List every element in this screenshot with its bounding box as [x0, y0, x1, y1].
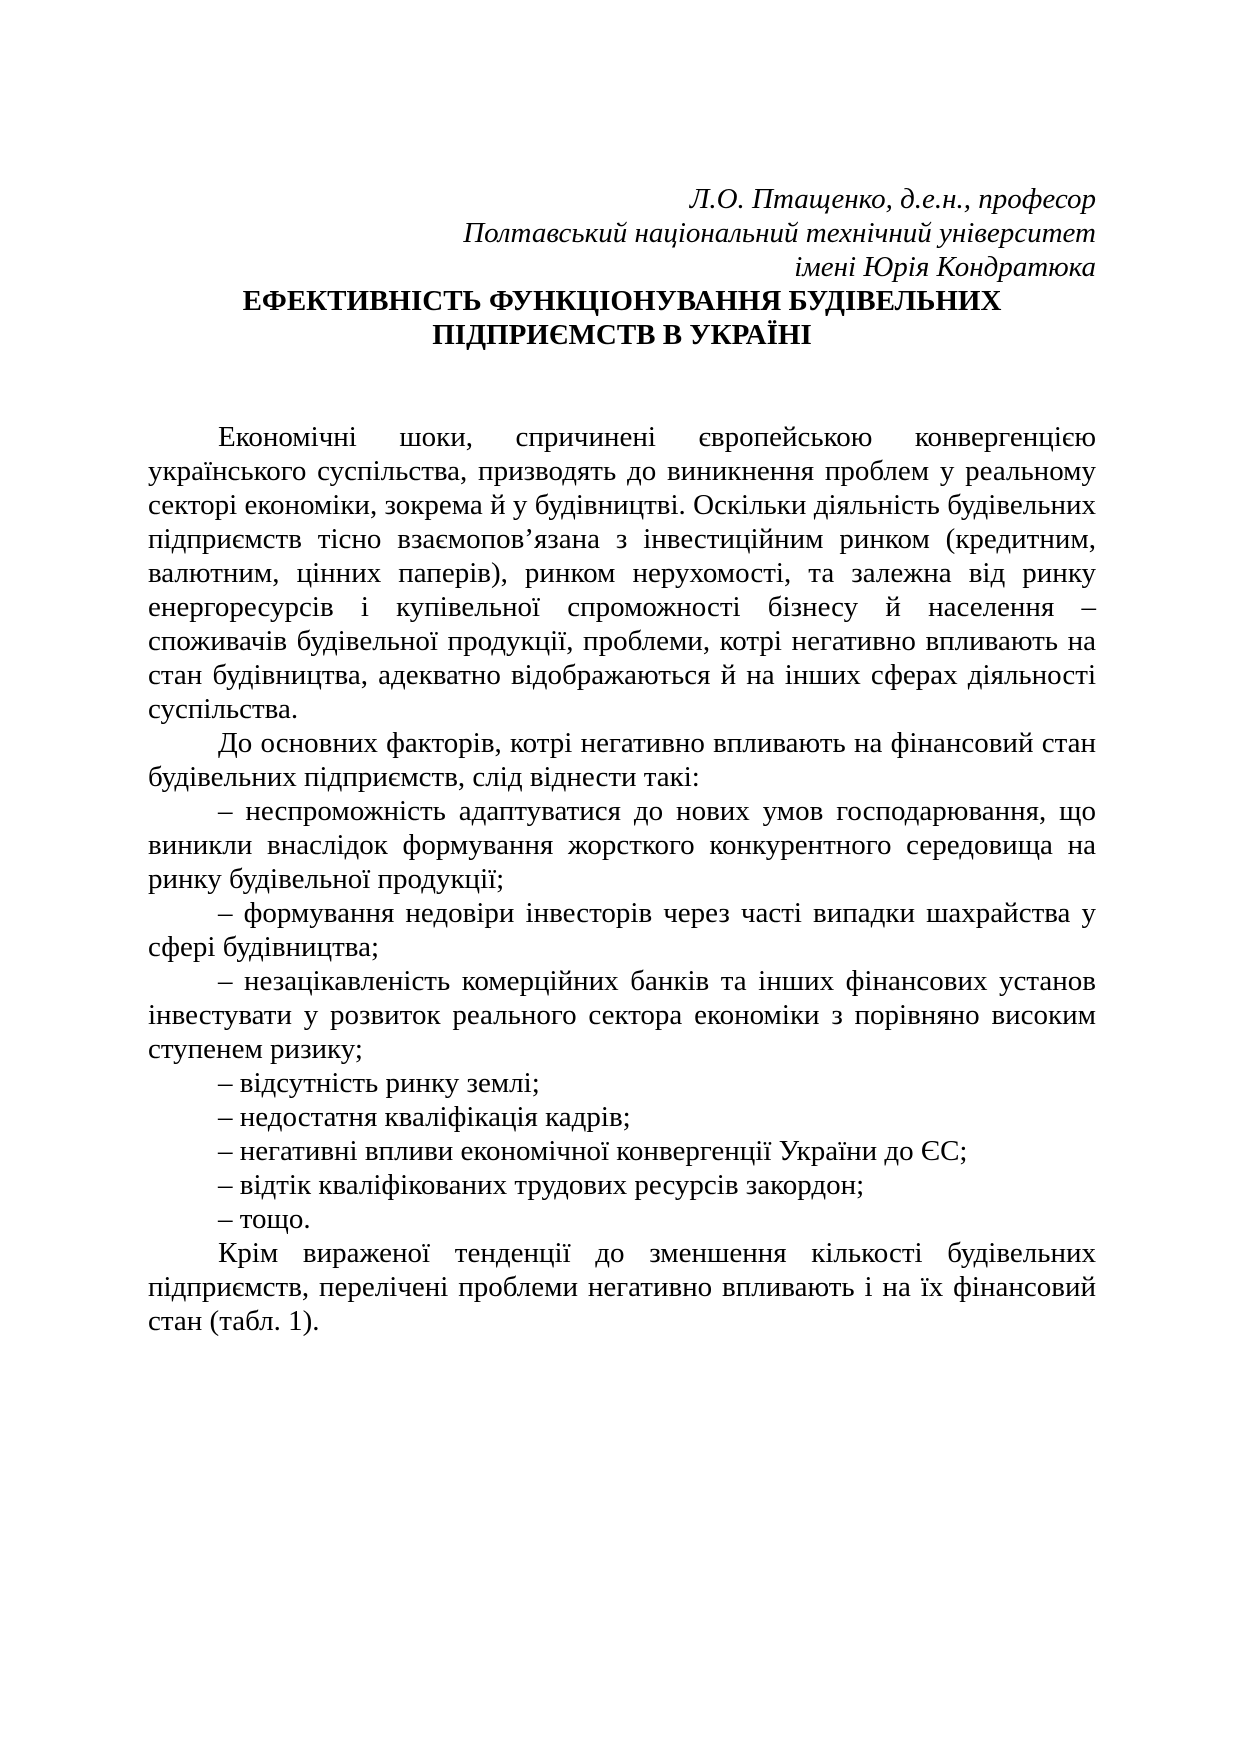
list-item-labor-outflow: – відтік кваліфікованих трудових ресурсів закордон;: [218, 1169, 865, 1201]
body-paragraph-factors-lead: До основних факторів, котрі негативно впливають на фінансовий стан будівельних підприємств, слід віднести такі:: [148, 727, 1096, 793]
byline: [148, 182, 1096, 284]
author-line: Л.О. Птащенко, д.е.н., професор: [689, 183, 1096, 215]
affiliation-line-2: імені Юрія Кондратюка: [794, 251, 1096, 283]
list-item-bank-disinterest: – незацікавленість комерційних банків та інших фінансових установ інвестувати у розвиток реального сектора економіки з порівняно високим ступенем ризику;: [148, 965, 1096, 1065]
body-paragraph-intro: Економічні шоки, спричинені європейською конвергенцією українського суспільства, призводять до виникнення проблем у реальному секторі економіки, зокрема й у будівництві. Оскільки діяльність будівельних підприємств тісно взаємопов’язана з інвестиційним ринком (кредитним, валютним, цінних паперів), ринком нерухомості, та залежна від ринку енергоресурсів і купівельної спроможності бізнесу й населення – споживачів будівельної продукції, проблеми, котрі негативно впливають на стан будівництва, адекватно відображаються й на інших сферах діяльності суспільства.: [148, 421, 1096, 725]
list-item-investor-distrust: – формування недовіри інвесторів через часті випадки шахрайства у сфері будівництва;: [148, 897, 1096, 963]
article-title: ЕФЕКТИВНІСТЬ ФУНКЦІОНУВАННЯ БУДІВЕЛЬНИХ ПІДПРИЄМСТВ В УКРАЇНІ: [242, 285, 1002, 351]
article-body: [148, 420, 1096, 1338]
list-item-qualification: – недостатня кваліфікація кадрів;: [218, 1101, 631, 1133]
list-item-land-market: – відсутність ринку землі;: [218, 1067, 540, 1099]
list-item-adaptation: – неспроможність адаптуватися до нових умов господарювання, що виникли внаслідок формування жорсткого конкурентного середовища на ринку будівельної продукції;: [148, 795, 1096, 895]
affiliation-line-1: Полтавський національний технічний університет: [463, 217, 1096, 249]
list-item-eu-convergence: – негативні впливи економічної конвергенції України до ЄС;: [218, 1135, 968, 1167]
page-content: [148, 182, 1096, 1338]
list-item-etc: – тощо.: [218, 1203, 311, 1235]
body-paragraph-conclusion: Крім вираженої тенденції до зменшення кількості будівельних підприємств, перелічені проблеми негативно впливають і на їх фінансовий стан (табл. 1).: [148, 1237, 1096, 1337]
